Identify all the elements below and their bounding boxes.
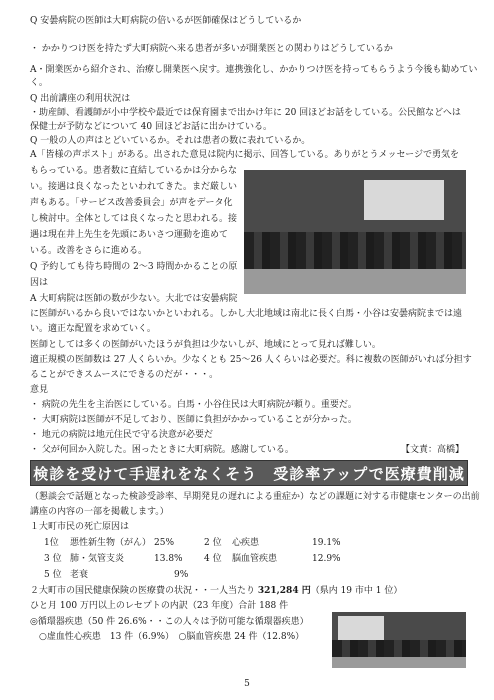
text-line: ることができスムースにできるのだが・・・。 [30, 370, 219, 380]
credit: 【文責：高橋】 [400, 445, 464, 455]
meeting-photo [244, 170, 466, 294]
text-line: Q 一般の人の声はとどいているか。それは患者の数に表れているか。 [30, 136, 311, 146]
rank: 5 位 [44, 570, 62, 580]
text-line: ・ 大町病院は医師が不足しており、医師に負担がかかっていることが分かった。 [30, 415, 357, 425]
text-line: い。接遇は良くなったといわれてきた。まだ厳しい [30, 182, 238, 192]
cause: 心疾患 [232, 538, 260, 548]
banner-title: 検診を受けて手遅れをなくそう 受診率アップで医療費削減 [33, 464, 465, 483]
text-line: Q 安曇病院の医師は大町病院の倍いるが医師確保はどうしているか [30, 16, 302, 26]
cause: 脳血管疾患 [232, 554, 278, 564]
text-line: いる。改善をさらに進める。 [30, 246, 148, 256]
section-banner [30, 460, 468, 486]
cause: 悪性新生物（がん） [70, 538, 152, 548]
text-line: 因は [30, 278, 49, 288]
text-line: 意見 [30, 385, 49, 395]
text-line: く。 [30, 78, 48, 88]
text-line: ・ 地元の病院は地元住民で守る決意が必要だ [30, 430, 213, 440]
insurance-heading-prefix: ２大町市の国民健康保険の医療費の状況・・一人当たり [30, 586, 258, 596]
text-line: 適正規模の医師数は 27 人くらいか。少なくとも 25～26 人くらいは必要だ。科に複数の医師がいれば分担す [30, 355, 472, 365]
percent: 19.1% [312, 538, 341, 548]
text-line: A・開業医から紹介され、治療し開業医へ戻す。連携強化し、かかりつけ医を持ってもらうよう今後も勧めてい [30, 65, 478, 75]
rank: 4 位 [204, 554, 222, 564]
text-line: A 大町病院は医師の数が少ない。大北では安曇病院 [30, 294, 238, 304]
percent: 12.9% [312, 554, 341, 564]
text-line: ・ 病院の先生を主治医にしている。白馬・小谷住民は大町病院が頼り。重要だ。 [30, 400, 357, 410]
rank: 2 位 [204, 538, 222, 548]
table [332, 657, 466, 668]
insurance-line: ◎循環器疾患（50 件 26.6%・・この人々は予防可能な循環器疾患） [30, 617, 309, 627]
text-line: 声もある。「サービス改善委員会」が声をデータ化 [30, 198, 233, 208]
death-causes-heading: １大町市民の死亡原因は [30, 522, 130, 532]
page-number: 5 [244, 679, 250, 689]
text-line: ・ 父が何回か入院した。困ったときに大町病院。感謝している。 [30, 445, 294, 455]
text-line: 遇は現在井上先生を先頭にあいさつ運動を進めて [30, 230, 229, 240]
text-line: い。適正な配置を求めていく。 [30, 324, 156, 334]
projector-screen [364, 180, 444, 220]
seminar-photo [332, 612, 466, 668]
text-line: Q 出前講座の利用状況は [30, 94, 131, 104]
text-line: ・助産師、看護師が小中学校や最近では保育園まで出かけ年に 20 回ほどお話をしている。公民館などへは [30, 108, 461, 118]
percent: 13.8% [154, 554, 183, 564]
insurance-heading-suffix: （県内 19 市中 1 位） [310, 586, 403, 596]
cause: 肺・気管支炎 [70, 554, 125, 564]
text-line: Q 予約しても待ち時間の 2～3 時間かかることの原 [30, 262, 238, 272]
insurance-line: ○虚血性心疾患 13 件（6.9%） ○脳血管疾患 24 件（12.8%） [30, 632, 305, 642]
percent: 25% [154, 538, 175, 548]
text-line: 保健士が予防などについて 40 回ほどお話に出かけている。 [30, 122, 272, 132]
text-line: もらっている。患者数に直結しているかは分からな [30, 166, 238, 176]
intro-line: （懇談会で話題となった検診受診率、早期発見の遅れによる重症か）などの課題に対する市健康センターの出前 [30, 492, 480, 502]
text-line: 医師としては多くの医師がいたほうが負担は少ないしが、地域にとって見れば難しい。 [30, 340, 381, 350]
percent: 9% [174, 570, 189, 580]
text-line: し検討中。全体としては良くなったと思われる。接 [30, 214, 238, 224]
insurance-heading [30, 586, 402, 597]
intro-line: 講座の内容の一部を掲載します。） [30, 507, 169, 517]
cause: 老衰 [70, 570, 89, 580]
text-line: ・ かかりつけ医を持たず大町病院へ来る患者が多いが開業医との関わりはどうしているか [30, 44, 393, 54]
insurance-amount: 321,284 円 [257, 586, 311, 596]
projector-screen [338, 616, 384, 640]
text-line: A「皆様の声ポスト」がある。出された意見は院内に掲示、回答している。ありがとうメッセージで勇気を [30, 150, 459, 160]
rank: 1位 [44, 538, 59, 548]
rank: 3 位 [44, 554, 62, 564]
table [244, 269, 466, 294]
insurance-line: ひと月 100 万円以上のレセプトの内訳（23 年度）合計 188 件 [30, 601, 289, 611]
text-line: に医師がいるから良いではないかといわれる。しかし大北地域は南北に長く白馬・小谷は安曇病院までは遠 [30, 309, 463, 319]
